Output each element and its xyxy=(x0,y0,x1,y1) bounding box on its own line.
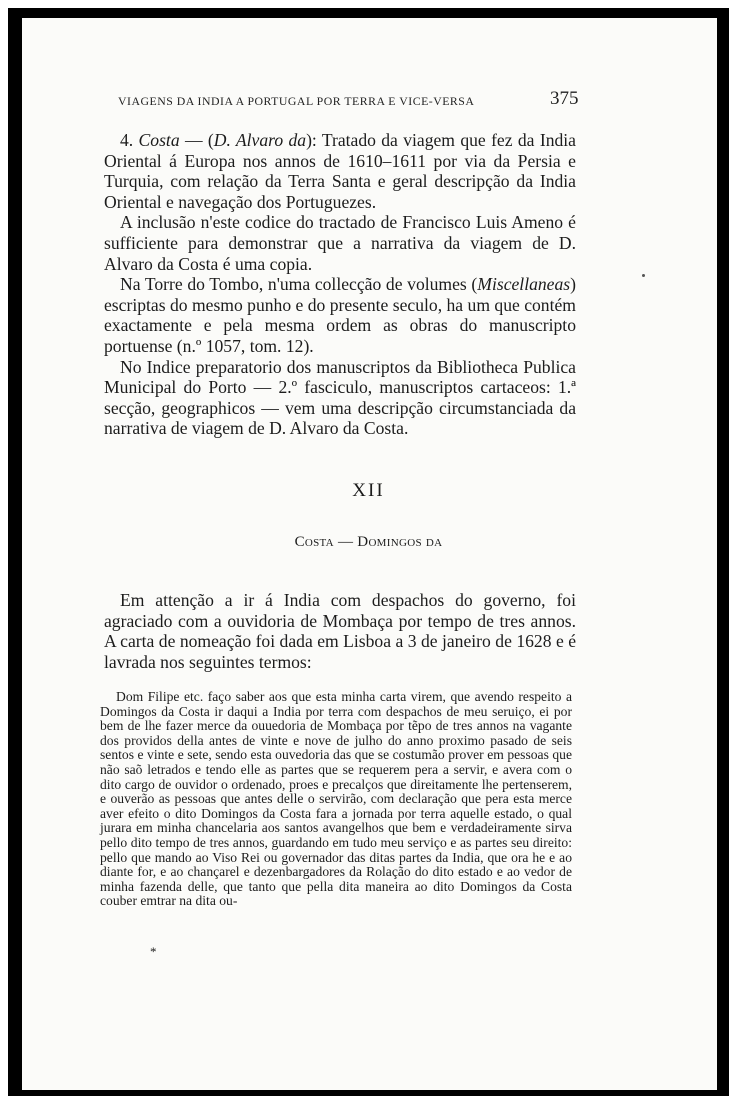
entry-paragraph xyxy=(104,130,576,212)
entry-number: 4. xyxy=(120,130,134,150)
italic-miscellaneas: Miscellaneas xyxy=(477,274,571,295)
running-head: VIAGENS DA INDIA A PORTUGAL POR TERRA E VICE-VERSA xyxy=(118,94,475,108)
intro-paragraph: Em attenção a ir á India com despachos do governo, foi agraciado com a ouvidoria de Mombaça por tempo de tres annos. A carta de nomeação foi dada em Lisboa a 3 de janeiro de 1628 e é lavrada nos seguintes termos: xyxy=(104,590,576,672)
page-number: 375 xyxy=(550,88,579,109)
entry-title: ): Tratado da viagem que fez da India Oriental á Europa nos annos de 1610–1611 por via da Persia e Turquia, com relação da Terra Santa e geral descripção da India Oriental e navegação dos Portuguezes. xyxy=(104,130,576,212)
chapter-number: XII xyxy=(352,480,385,501)
paragraph-inclusion: A inclusão n'este codice do tractado de Francisco Luis Ameno é sufficiente para demonstrar que a narrativa da viagem de D. Alvaro da Costa é uma copia. xyxy=(104,212,576,274)
stray-ink-dot xyxy=(642,274,645,277)
entry-name: D. Alvaro da xyxy=(213,130,307,150)
previous-section-text xyxy=(104,130,576,439)
paragraph-indice: No Indice preparatorio dos manuscriptos da Bibliotheca Publica Municipal do Porto — 2.º fasciculo, manuscriptos cartaceos: 1.ª secção, geographicos — vem uma descripção circumstanciada da narrativa de viagem de D. Alvaro da Costa. xyxy=(104,356,576,439)
paragraph-text: ) escriptas do mesmo punho e do presente seculo, ha um que contém exactamente e pela mesma ordem as obras do manuscripto portuense (n.º 1057, tom. 12). xyxy=(104,274,576,356)
entry-author: Costa xyxy=(138,130,180,150)
paragraph-torre-do-tombo xyxy=(104,274,576,356)
quoted-document: Dom Filipe etc. faço saber aos que esta minha carta virem, que avendo respeito a Domingos da Costa ir daqui a India por terra com despachos de meu seruiço, ei por bem de lhe fazer merce da ouuedoria de Mombaça por tẽpo de tres annos na vagante dos providos della antes de vinte e nove de julho do anno proximo pasado de seis sentos e vinte e sete, sendo esta ouvedoria das que se costumão prover em pessoas que não saõ letrados e tendo elle as partes que se requerem pera a servir, e avera com o dito cargo de ouvidor o ordenado, proes e precalços que direitamente lhe pertenserem, e ouverão as pessoas que antes delle o servirão, com declaração que pera esta merce aver efeito o dito Domingos da Costa fara a jornada por terra aquelle estado, o qual jurara em minha chancelaria aos santos avangelhos que bem e verdadeiramente sirva pello dito tempo de tres annos, guardando em tudo meu serviço e as partes seu direito: pello que mando ao Viso Rei ou governador das ditas partes da India, que ora he e ao diante for, e ao chançarel e dezenbargadores da Rolação do dito estado e ao vedor de minha fazenda delle, que tanto que pella dita maneira ao dito Domingos da Costa couber emtrar na dita ou- xyxy=(100,689,572,909)
paragraph-text: Na Torre do Tombo, n'uma collecção de volumes ( xyxy=(120,274,478,295)
entry-separator: — ( xyxy=(179,130,214,150)
signature-mark: * xyxy=(150,944,157,959)
chapter-subtitle: Costa — Domingos da xyxy=(294,534,443,550)
